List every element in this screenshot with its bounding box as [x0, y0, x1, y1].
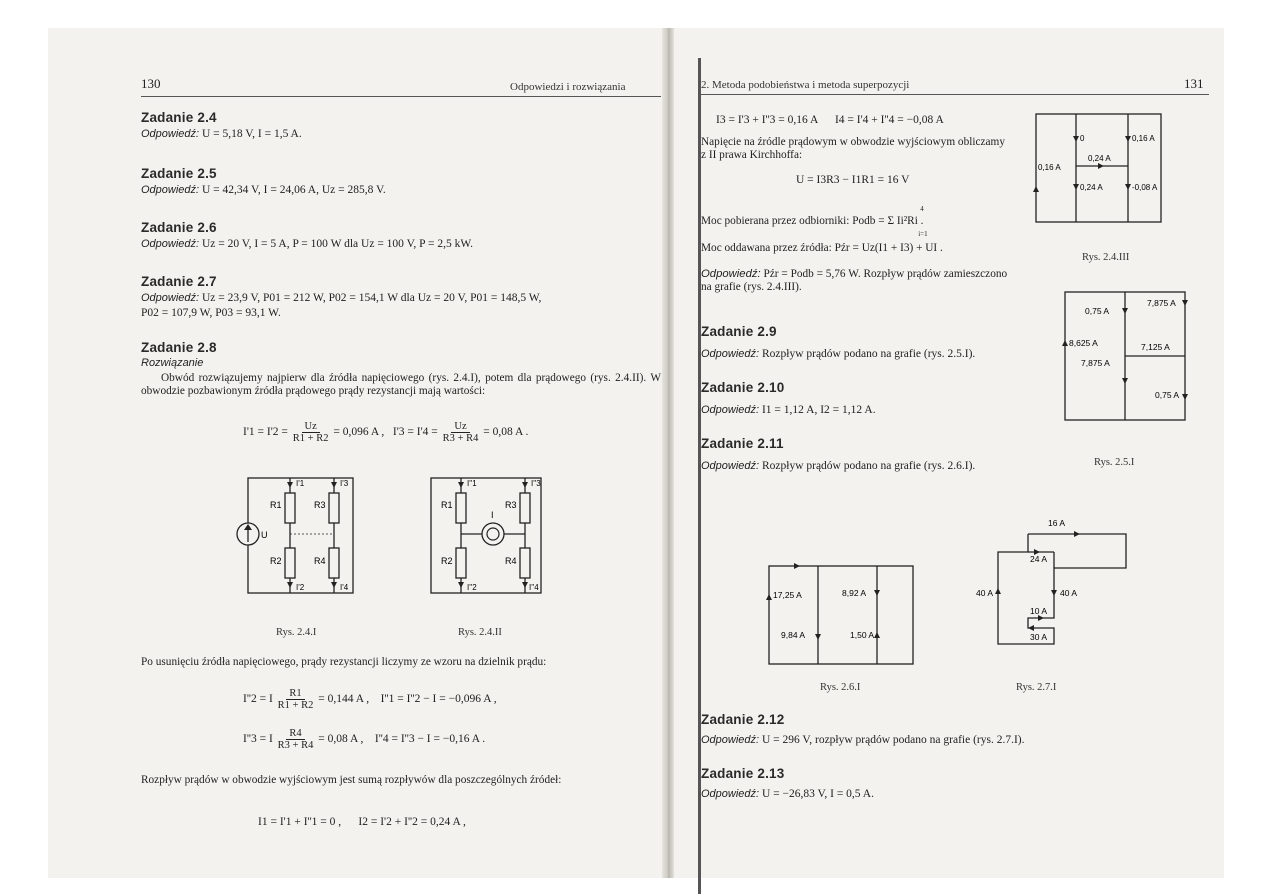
task-2-13-title: Zadanie 2.13	[701, 766, 785, 781]
label-a: 17,25 A	[773, 590, 802, 600]
figure-2-6-I-caption: Rys. 2.6.I	[820, 682, 861, 693]
label-r2: R2	[270, 556, 282, 566]
label-d: 7,125 A	[1141, 342, 1170, 352]
task-2-11-title: Zadanie 2.11	[701, 436, 784, 451]
task-2-8-subtitle: Rozwiązanie	[141, 357, 204, 369]
task-2-5-answer: Odpowiedź: U = 42,34 V, I = 24,06 A, Uz = 285,8 V.	[141, 184, 386, 196]
task-2-7-title: Zadanie 2.7	[141, 274, 217, 289]
label-d: 0,24 A	[1088, 154, 1111, 163]
task-2-12-title: Zadanie 2.12	[701, 712, 785, 727]
task-2-4-answer: Odpowiedź: U = 5,18 V, I = 1,5 A.	[141, 128, 302, 140]
label-d: 40 A	[1060, 588, 1078, 598]
task-2-6-answer: Odpowiedź: Uz = 20 V, I = 5 A, P = 100 W dla Uz = 100 V, P = 2,5 kW.	[141, 238, 474, 250]
equation-top: I3 = I'3 + I''3 = 0,16 A I4 = I'4 + I''4 = −0,08 A	[716, 114, 944, 126]
label-i2: I''2	[467, 583, 477, 592]
task-2-11-answer: Odpowiedź: Rozpływ prądów podano na grafie (rys. 2.6.I).	[701, 460, 976, 472]
label-f: 30 A	[1030, 632, 1048, 642]
task-2-4-title: Zadanie 2.4	[141, 110, 217, 125]
right-page	[676, 28, 1224, 878]
label-c: 8,625 A	[1069, 338, 1098, 348]
figure-2-7-I-caption: Rys. 2.7.I	[1016, 682, 1057, 693]
label-r4: R4	[505, 556, 517, 566]
task-2-10-answer: Odpowiedź: I1 = 1,12 A, I2 = 1,12 A.	[701, 404, 876, 416]
current-graph-2-5-I	[1061, 284, 1191, 428]
figure-2-4-III-caption: Rys. 2.4.III	[1082, 252, 1130, 263]
label-f: -0,08 A	[1132, 183, 1158, 192]
sum-lower-limit: i=1	[918, 230, 928, 238]
label-i1: I'1	[296, 479, 305, 488]
label-i4: I'4	[340, 583, 349, 592]
right-page-number: 131	[1184, 76, 1204, 91]
header-rule	[141, 96, 661, 97]
task-2-7-answer-line2: P02 = 107,9 W, P03 = 93,1 W.	[141, 307, 281, 319]
label-e: 10 A	[1030, 606, 1048, 616]
equation-u: U = I3R3 − I1R1 = 16 V	[796, 174, 910, 186]
equation-4: I''3 = I $\frac{R4}{R3 + R4}$ = 0,08 A , I''4 = I''3 − I = −0,16 A .	[243, 728, 486, 751]
task-2-8-paragraph-2: Po usunięciu źródła napięciowego, prądy rezystancji liczymy ze wzoru na dzielnik prądu:	[141, 656, 547, 668]
current-graph-2-7-I	[976, 512, 1136, 668]
task-2-8-paragraph-1: Obwód rozwiązujemy najpierw dla źródła napięciowego (rys. 2.4.I), potem dla prądowego (rys. 2.4.II). W obwodzie pozbawionym źródła prądowego prądy rezystancji mają wartości:	[141, 372, 661, 397]
label-i3: I''3	[531, 479, 541, 488]
label-c: 0,16 A	[1038, 163, 1061, 172]
label-e: 7,875 A	[1081, 358, 1110, 368]
label-b: 24 A	[1030, 554, 1048, 564]
equation-1: I'1 = I'2 = $\frac{Uz}{R1 + R2}$ = 0,096 A , I'3 = I'4 = $\frac{Uz}{R3 + R4}$ = 0,08 A .	[243, 421, 529, 444]
task-2-9-answer: Odpowiedź: Rozpływ prądów podano na grafie (rys. 2.5.I).	[701, 348, 976, 360]
right-running-header: 2. Metoda podobieństwa i metoda superpozycji	[701, 79, 910, 91]
task-2-12-answer: Odpowiedź: U = 296 V, rozpływ prądów podano na grafie (rys. 2.7.I).	[701, 734, 1025, 746]
label-a: 7,875 A	[1147, 298, 1176, 308]
label-i3: I'3	[340, 479, 349, 488]
figure-2-4-II-caption: Rys. 2.4.II	[458, 627, 502, 638]
equation-3: I''2 = I $\frac{R1}{R1 + R2}$ = 0,144 A , I''1 = I''2 − I = −0,096 A ,	[243, 688, 497, 711]
label-r2: R2	[441, 556, 453, 566]
label-b: 8,92 A	[842, 588, 867, 598]
task-2-9-title: Zadanie 2.9	[701, 324, 777, 339]
label-r1: R1	[270, 500, 282, 510]
label-b: 0,75 A	[1085, 306, 1110, 316]
task-2-7-answer: Odpowiedź: Uz = 23,9 V, P01 = 212 W, P02 = 154,1 W dla Uz = 20 V, P01 = 148,5 W,	[141, 292, 542, 304]
answer-2-8: Odpowiedź: Pźr = Podb = 5,76 W. Rozpływ prądów zamieszczono na grafie (rys. 2.4.III).	[701, 268, 1008, 293]
task-2-8-title: Zadanie 2.8	[141, 340, 217, 355]
task-2-5-title: Zadanie 2.5	[141, 166, 217, 181]
paragraph-power-supplied: Moc oddawana przez źródła: Pźr = Uz(I1 + I3) + UI .	[701, 242, 943, 254]
label-a: 16 A	[1048, 518, 1066, 528]
task-2-8-paragraph-3: Rozpływ prądów w obwodzie wyjściowym jest sumą rozpływów dla poszczególnych źródeł:	[141, 774, 562, 786]
task-2-13-answer: Odpowiedź: U = −26,83 V, I = 0,5 A.	[701, 788, 874, 800]
current-graph-2-6-I	[766, 538, 916, 670]
label-i: I	[491, 510, 494, 520]
left-page	[48, 28, 668, 878]
label-i4: I''4	[529, 583, 539, 592]
label-i1: I''1	[467, 479, 477, 488]
label-f: 0,75 A	[1155, 390, 1180, 400]
circuit-diagram-2-4-I	[228, 468, 368, 608]
circuit-diagram-2-4-II	[413, 468, 553, 608]
label-c: 40 A	[976, 588, 994, 598]
book-gutter	[662, 28, 674, 878]
label-u: U	[261, 530, 268, 540]
label-r4: R4	[314, 556, 326, 566]
paragraph-kirchhoff: Napięcie na źródle prądowym w obwodzie wyjściowym obliczamy z II prawa Kirchhoffa:	[701, 136, 1005, 161]
label-b: 0,16 A	[1132, 134, 1155, 143]
current-graph-2-4-III	[1028, 94, 1168, 229]
label-r3: R3	[314, 500, 326, 510]
label-c: 9,84 A	[781, 630, 806, 640]
label-d: 1,50 A	[850, 630, 875, 640]
figure-2-4-I-caption: Rys. 2.4.I	[276, 627, 317, 638]
figure-2-5-I-caption: Rys. 2.5.I	[1094, 457, 1135, 468]
label-a: 0	[1080, 134, 1085, 143]
label-r1: R1	[441, 500, 453, 510]
left-running-header: Odpowiedzi i rozwiązania	[510, 81, 626, 93]
label-i2: I'2	[296, 583, 305, 592]
paragraph-power-consumed: Moc pobierana przez odbiorniki: 4 i=1 Podb = Σ Ii²Ri .	[701, 215, 923, 228]
book-spread	[48, 28, 1224, 878]
label-r3: R3	[505, 500, 517, 510]
task-2-6-title: Zadanie 2.6	[141, 220, 217, 235]
sum-upper-limit: 4	[920, 205, 924, 213]
equation-5: I1 = I'1 + I''1 = 0 , I2 = I'2 + I''2 = 0,24 A ,	[258, 816, 466, 828]
label-e: 0,24 A	[1080, 183, 1103, 192]
left-page-number: 130	[141, 76, 161, 91]
task-2-10-title: Zadanie 2.10	[701, 380, 785, 395]
